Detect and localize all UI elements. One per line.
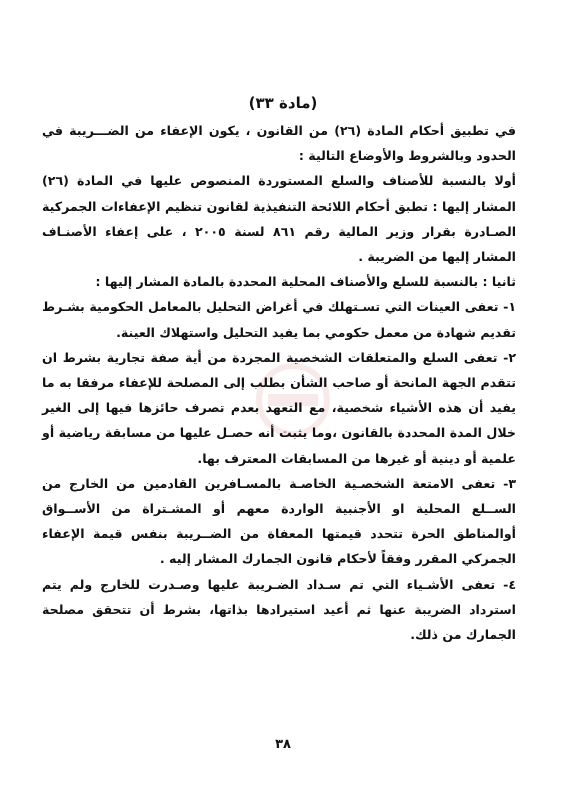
list-item: ٢- تعفى السلع والمتعلقات الشخصية المجردة من أية صفة تجارية بشرط ان تتقدم الجهة المانحة أو صاحب الشأن بطلب إلى المصلحة للإعفاء مرفقا به ما يفيد أن هذه الأشياء شخصية، مع التعهد بعدم تصرف حائزها فيها إلى الغير خلال المدة المحددة بالقانون ،وما يثبت أنه حصـل عليها من مسابقة رياضية أو علمية أو دينية أو غيرها من المسابقات المعترف بها.	[42, 349, 516, 466]
first-section: أولا بالنسبة للأصناف والسلع المستوردة المنصوص عليها في المادة (٢٦) المشار إليها : تطبق أحكام اللائحة التنفيذية لقانون تنظيم الإعفاءات الجمركية الصـادرة بقرار وزير المالية رقم ٨٦١ لسنة ٢٠٠٥ ، على إعفاء الأصنـاف المشار إليها من الضريبة .	[42, 173, 517, 265]
article-title: (مادة ٣٣)	[248, 94, 318, 112]
article-body	[42, 118, 516, 647]
list-item: ٤- تعفى الأشـياء التي تم سـداد الضـريبة عليها وصـدرت للخارج ولم يتم استرداد الضريبة عنها ثم أعيد استيرادها بذاتها، بشرط أن تتحقق مصلحة الجمارك من ذلك.	[42, 576, 516, 643]
list-item: ٣- تعفى الامتعة الشخصـية الخاصـة بالمسـافرين القادمين من الخارج من الســلع المحلية او الأجنبية الواردة معهم أو المشـتراة من الأســواق أوالمناطق الحرة تتحدد قيمتها المعفاة من الضــريبة بنفس قيمة الإعفاء الجمركي المقرر وفقاً لأحكام قانون الجمارك المشار إليه .	[42, 475, 516, 567]
list-item: ١- تعفى العينات التي تسـتهلك في أغراض التحليل بالمعامل الحكومية بشـرط تقديم شهادة من معمل حكومي بما يفيد التحليل واستهلاك العينة.	[42, 299, 516, 340]
second-section-heading: ثانيا : بالنسبة للسلع والأصناف المحلية المحددة بالمادة المشار إليها :	[95, 274, 516, 290]
page-number: ٣٨	[275, 737, 291, 752]
intro-paragraph: في تطبيق أحكام المادة (٢٦) من القانون ، يكون الإعفاء من الضـــريبة في الحدود وبالشروط والأوضاع التالية :	[42, 123, 516, 164]
